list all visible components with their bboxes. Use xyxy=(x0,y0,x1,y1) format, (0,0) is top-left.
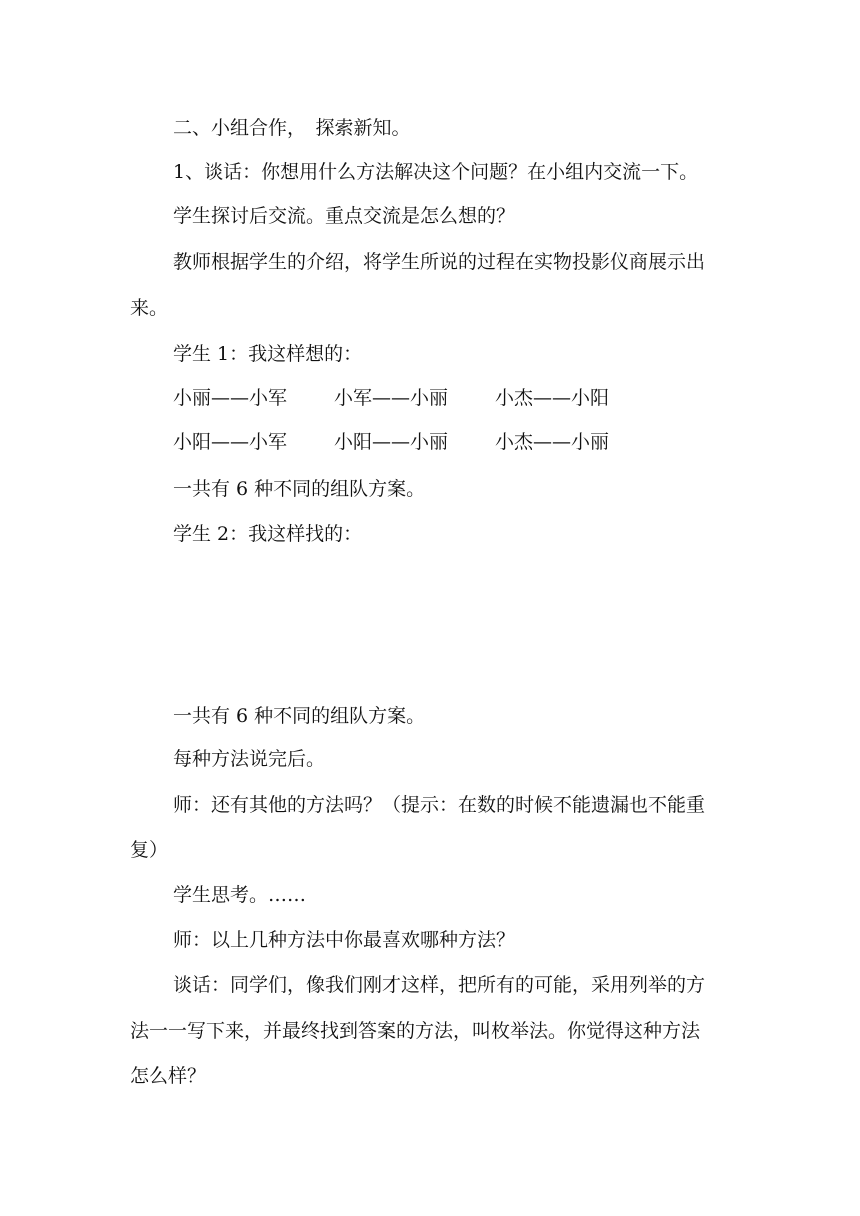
student2-label: 学生 2：我这样找的： xyxy=(173,523,363,545)
talk-line3: 怎么样？ xyxy=(130,1065,207,1087)
teacher-question-2: 师：以上几种方法中你最喜欢哪种方法？ xyxy=(173,929,516,951)
paragraph-teacher-line1: 教师根据学生的介绍，将学生所说的过程在实物投影仪商展示出 xyxy=(173,251,706,273)
paragraph-discussion: 1、谈话：你想用什么方法解决这个问题？在小组内交流一下。 xyxy=(173,161,699,183)
paragraph-student-exchange: 学生探讨后交流。重点交流是怎么想的？ xyxy=(173,205,516,227)
teacher-question-line2: 复） xyxy=(130,839,169,861)
student1-label: 学生 1：我这样想的： xyxy=(173,343,363,365)
pair-row1-col2: 小军——小丽 xyxy=(334,387,449,409)
pair-row2-col1: 小阳——小军 xyxy=(173,431,288,453)
total-line-1: 一共有 6 种不同的组队方案。 xyxy=(173,478,426,500)
pair-row2-col2: 小阳——小丽 xyxy=(334,431,449,453)
pair-row1-col1: 小丽——小军 xyxy=(173,387,288,409)
talk-line1: 谈话：同学们，像我们刚才这样，把所有的可能，采用列举的方 xyxy=(173,974,706,996)
paragraph-teacher-line2: 来。 xyxy=(130,297,169,319)
after-methods: 每种方法说完后。 xyxy=(173,748,326,770)
pair-row1-col3: 小杰——小阳 xyxy=(495,387,610,409)
teacher-question-line1: 师：还有其他的方法吗？（提示：在数的时候不能遗漏也不能重 xyxy=(173,794,706,816)
total-line-2: 一共有 6 种不同的组队方案。 xyxy=(173,705,426,727)
talk-line2: 法一一写下来，并最终找到答案的方法，叫枚举法。你觉得这种方法 xyxy=(130,1020,701,1042)
pair-row2-col3: 小杰——小丽 xyxy=(495,431,610,453)
section-heading: 二、小组合作， 探索新知。 xyxy=(173,117,411,139)
student-thinking: 学生思考。…… xyxy=(173,884,307,906)
